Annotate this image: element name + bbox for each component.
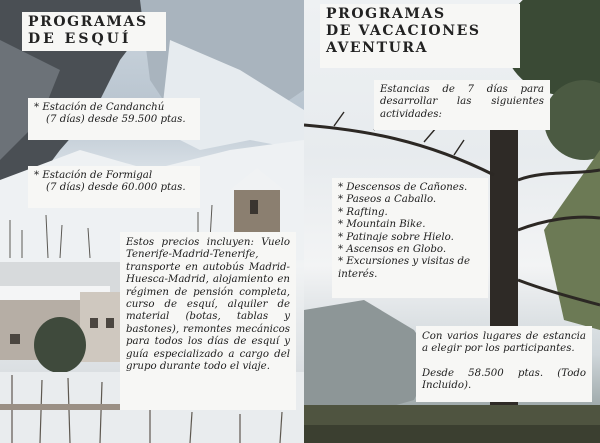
candanchu-station-box [28,98,200,140]
adventure-intro-box [374,80,550,130]
ski-price-includes-text: Estos precios incluyen: Vuelo Tenerife-Madrid-Tenerife, transporte en autobús Madrid-Huesca-Madrid, alojamiento en régimen de pensión completa, curso de esquí, alquiler de material (botas, tablas y bastones), remontes mecánicos para todos los días de esquí y guía especializado a cargo del grupo durante todo el viaje. [126,237,290,373]
activity-item-horse-riding: * Paseos a Caballo. [338,194,437,206]
activities-box [332,178,488,298]
lodging-price-box [416,326,592,402]
activity-item-balloon: * Ascensos en Globo. [338,244,447,256]
formigal-station-name: * Estación de Formigal [34,170,153,181]
ski-programs-title [22,12,166,51]
formigal-station-box [28,166,200,208]
candanchu-station-name: * Estación de Candanchú [34,102,165,113]
activity-item-mountain-bike: * Mountain Bike. [338,219,426,231]
adventure-programs-page [304,0,600,443]
adventure-title-line-2: DE VACACIONES [326,23,481,39]
adventure-title-line-1: PROGRAMAS [326,6,446,22]
ski-price-includes-box [120,232,296,410]
adventure-title-line-3: AVENTURA [326,40,429,56]
activity-item-excursions: * Excursiones y visitas de interés. [338,256,471,280]
activity-item-canyoning: * Descensos de Cañones. [338,182,468,193]
adventure-intro-text: Estancias de 7 días para desarrollar las siguientes actividades: [380,84,544,120]
candanchu-price: (7 días) desde 59.500 ptas. [46,114,186,126]
lodging-text: Con varios lugares de estancia a elegir por los participantes. [422,331,586,355]
adventure-programs-title [320,4,520,68]
ski-title-line-2: DE ESQUÍ [28,31,132,47]
activities-list [338,182,482,281]
ski-title-line-1: PROGRAMAS [28,14,148,30]
formigal-price: (7 días) desde 60.000 ptas. [46,182,186,194]
activity-item-ice-skating: * Patinaje sobre Hielo. [338,231,454,243]
activity-item-rafting: * Rafting. [338,206,388,218]
adventure-price-text: Desde 58.500 ptas. (Todo Incluido). [422,367,586,392]
